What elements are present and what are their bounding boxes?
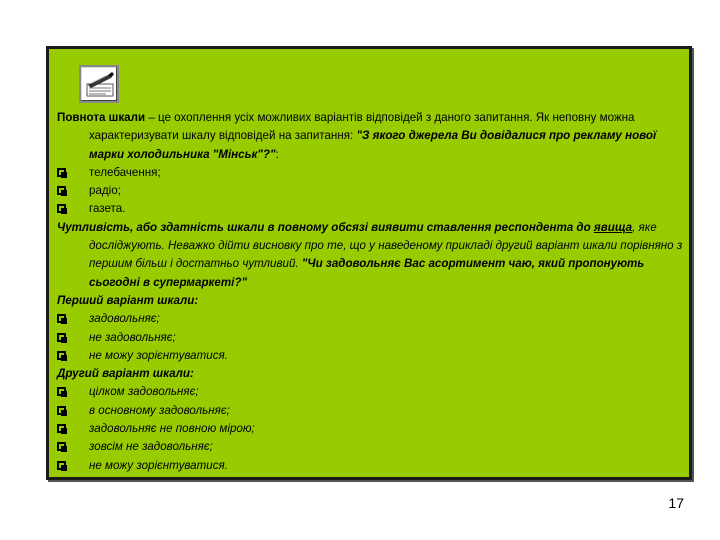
list-item-label: не можу зорієнтуватися. bbox=[89, 458, 228, 472]
list-item bbox=[57, 329, 685, 347]
list-item bbox=[57, 457, 685, 475]
list-item-label: радіо; bbox=[89, 184, 121, 198]
list-item-label: в основному задовольняє; bbox=[89, 403, 230, 417]
variant-2-title: Другий варіант шкали: bbox=[57, 367, 194, 381]
sensitivity-definition: шкали в повному обсязі виявити ставлення респондента до bbox=[223, 220, 594, 234]
completeness-term: Повнота шкали bbox=[57, 111, 146, 124]
list-item bbox=[57, 420, 685, 438]
list-item-label: телебачення; bbox=[89, 165, 161, 179]
list-item bbox=[57, 402, 685, 420]
checkbox-square-bullet-icon bbox=[57, 333, 66, 342]
list-item-label: задовольняє не повною мірою; bbox=[89, 422, 255, 436]
list-item bbox=[57, 200, 685, 218]
list-item bbox=[57, 383, 685, 401]
sensitivity-term: Чутливість, або здатність bbox=[57, 220, 224, 234]
checkbox-square-bullet-icon bbox=[57, 461, 66, 470]
sensitivity-explanation: , яке досліджують. Неважко дійти висновку про те, що у наведеному прикладі другий варіант шкали порівняно з першим більш і достатньо чутливий. bbox=[89, 220, 683, 271]
list-item bbox=[57, 438, 685, 456]
checkbox-square-bullet-icon bbox=[57, 442, 66, 451]
completeness-colon: : bbox=[275, 147, 279, 161]
scale-sensitivity-paragraph bbox=[57, 219, 685, 292]
variant-1-title: Перший варіант шкали: bbox=[57, 293, 199, 307]
checkbox-square-bullet-icon bbox=[57, 387, 66, 396]
list-item bbox=[57, 347, 685, 365]
checkbox-square-bullet-icon bbox=[57, 168, 66, 177]
checkbox-square-bullet-icon bbox=[57, 186, 66, 195]
page-number: 17 bbox=[668, 495, 684, 511]
list-item bbox=[57, 310, 685, 328]
checkbox-square-bullet-icon bbox=[57, 314, 66, 323]
checkbox-square-bullet-icon bbox=[57, 351, 66, 360]
checkbox-square-bullet-icon bbox=[57, 204, 66, 213]
content-panel bbox=[46, 46, 692, 480]
list-item bbox=[57, 164, 685, 182]
list-item-label: цілком задовольняє; bbox=[89, 385, 199, 399]
checkbox-square-bullet-icon bbox=[57, 406, 66, 415]
list-item-label: не задовольняє; bbox=[89, 330, 176, 344]
completeness-definition: – це охоплення усіх можливих варіантів відповідей з даного запитання. Як неповну можна характеризувати шкалу відповідей на запитання: bbox=[89, 111, 635, 143]
scale-completeness-paragraph bbox=[57, 109, 685, 164]
paper-pen-icon bbox=[79, 65, 119, 103]
list-item-label: газета. bbox=[89, 202, 126, 216]
checkbox-square-bullet-icon bbox=[57, 424, 66, 433]
sensitivity-underlined-word: явища bbox=[593, 220, 633, 234]
list-item bbox=[57, 182, 685, 200]
slide-text bbox=[57, 109, 685, 475]
completeness-example-question: "З якого джерела Ви довідалися про рекламу нової марки холодильника "Мінськ"?" bbox=[89, 129, 657, 161]
list-item-label: задовольняє; bbox=[89, 312, 160, 326]
sensitivity-example-question: "Чи задовольняє Вас асортимент чаю, який пропонують сьогодні в супермаркеті?" bbox=[89, 257, 645, 289]
list-item-label: не можу зорієнтуватися. bbox=[89, 348, 228, 362]
list-item-label: зовсім не задовольняє; bbox=[89, 440, 213, 454]
